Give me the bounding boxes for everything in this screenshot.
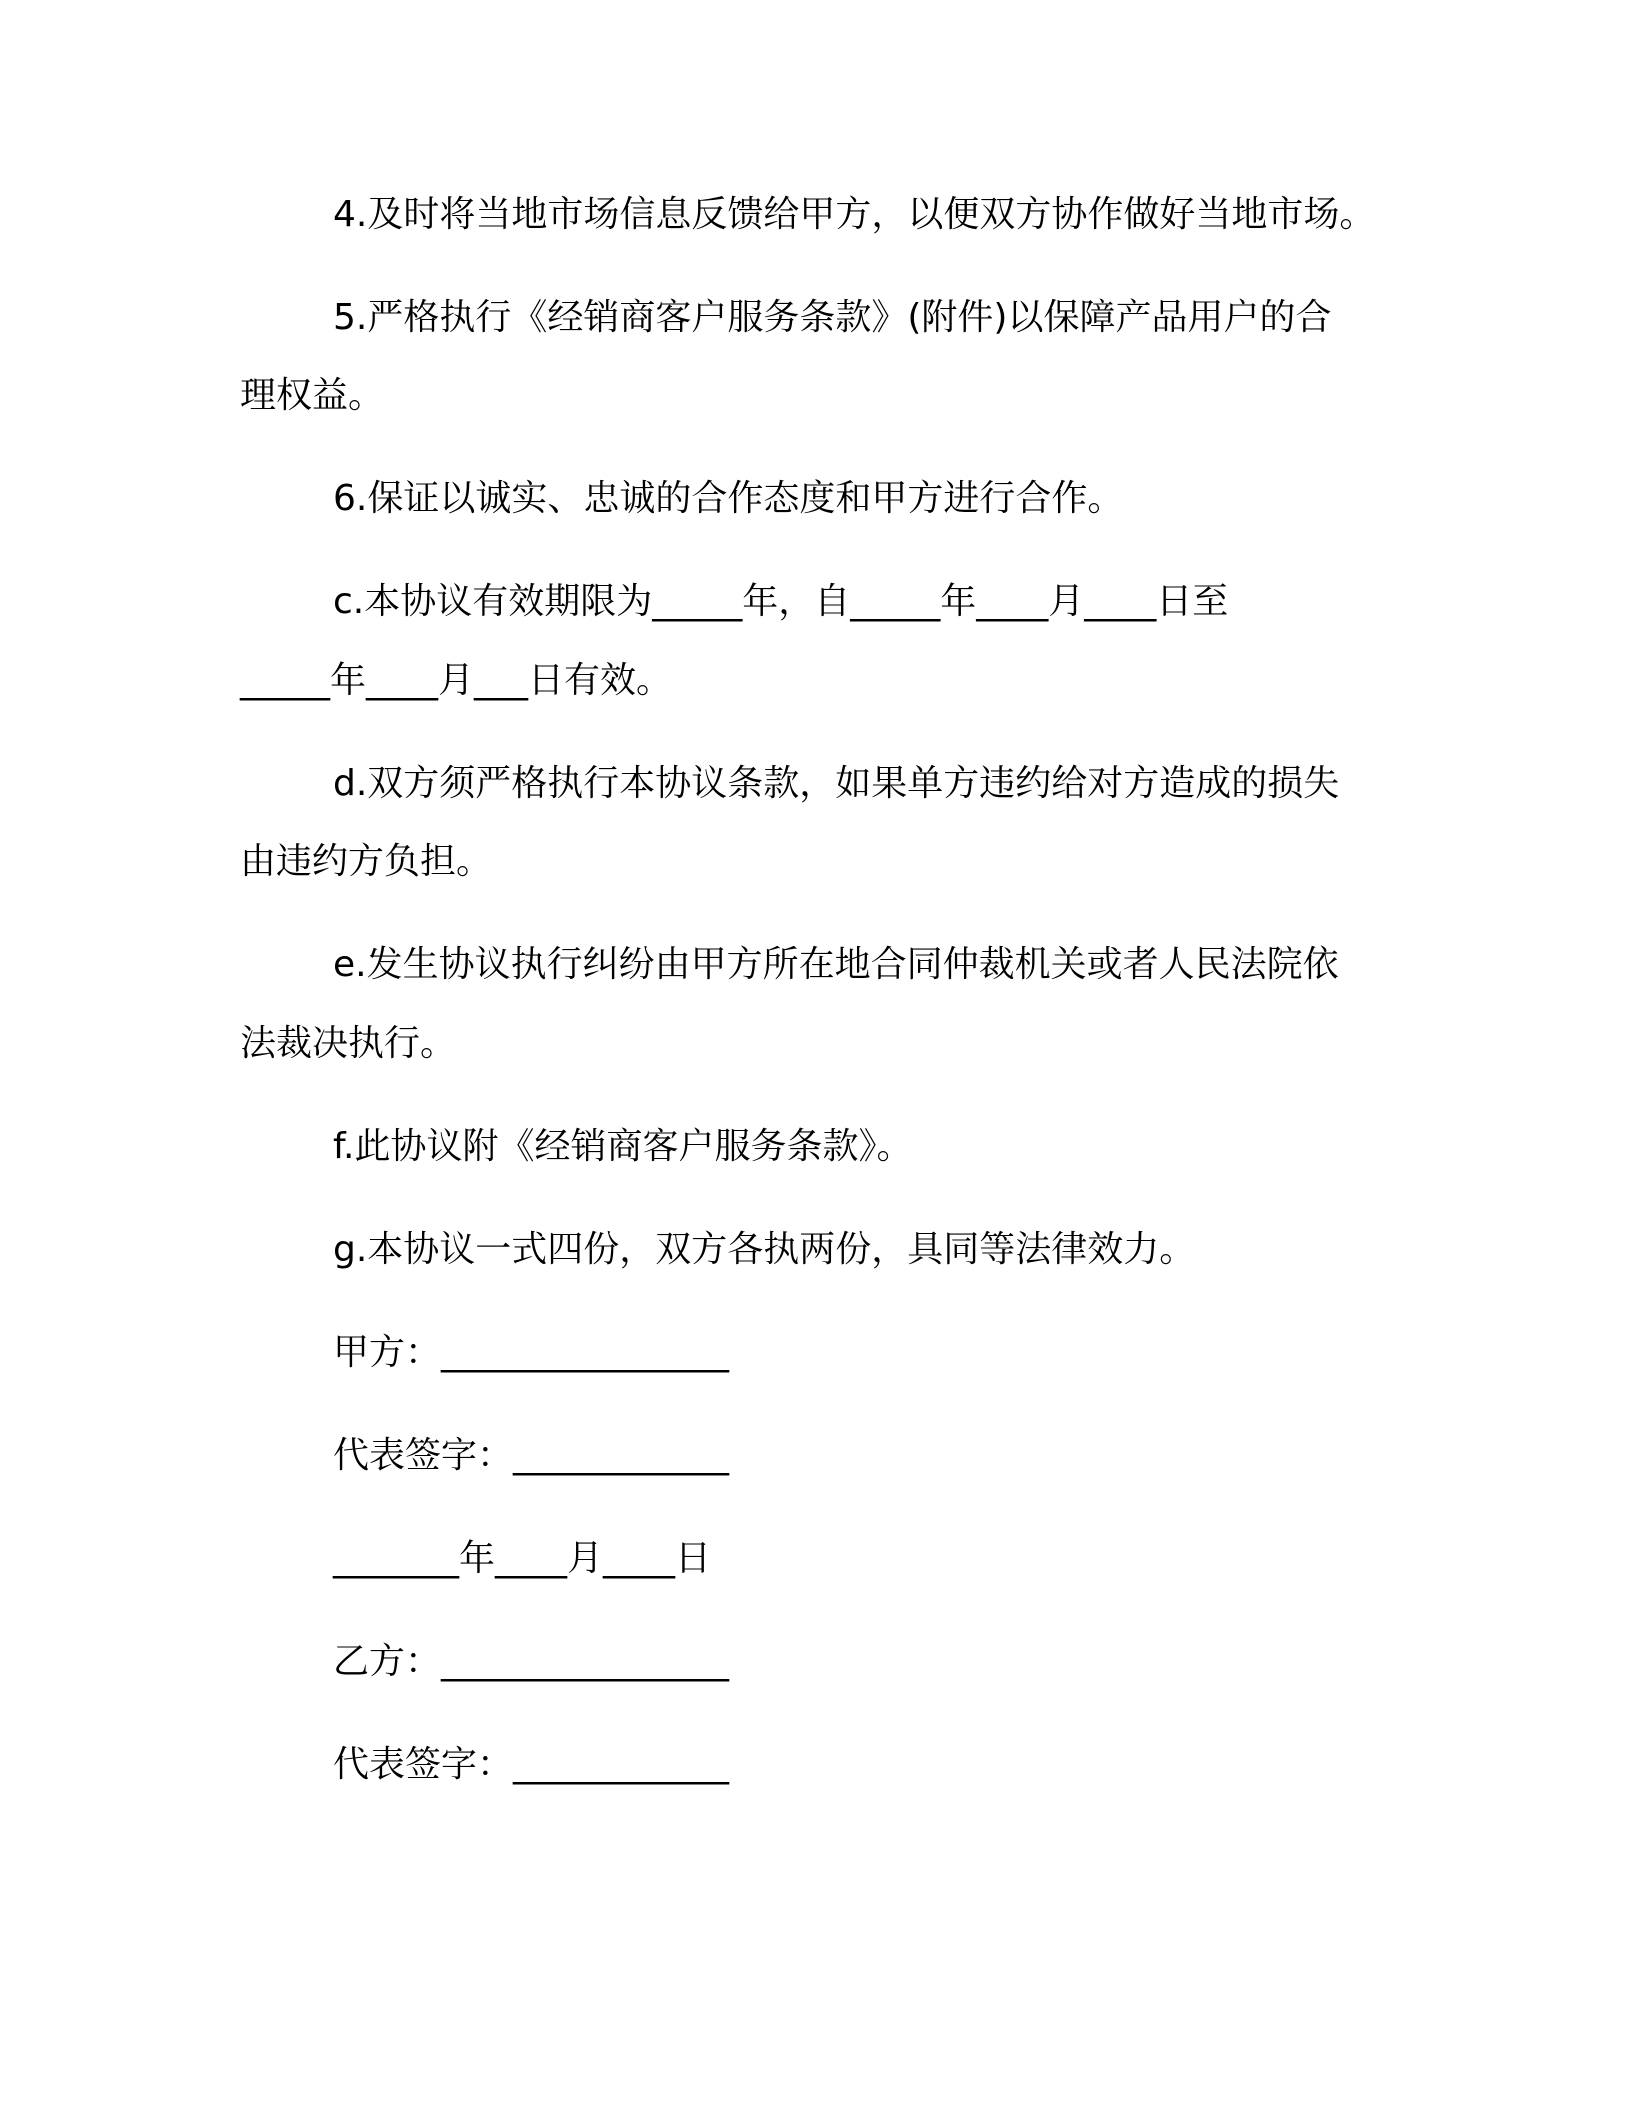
clause-g: g.本协议一式四份，双方各执两份，具同等法律效力。 [333, 1229, 1196, 1270]
clause-5-line-2: 理权益。 [240, 375, 385, 416]
date-field: _______年____月____日 [333, 1538, 711, 1579]
clause-4: 4.及时将当地市场信息反馈给甲方，以便双方协作做好当地市场。 [333, 194, 1376, 235]
party-b-field: 乙方：________________ [333, 1641, 730, 1682]
clause-f: f.此协议附《经销商客户服务条款》。 [333, 1126, 913, 1167]
representative-signature-a: 代表签字：____________ [333, 1435, 730, 1476]
clause-c-line-2: _____年____月___日有效。 [240, 660, 673, 701]
clause-6: 6.保证以诚实、忠诚的合作态度和甲方进行合作。 [333, 478, 1124, 519]
clause-d-line-2: 由违约方负担。 [240, 841, 493, 882]
clause-5-line-1: 5.严格执行《经销商客户服务条款》(附件)以保障产品用户的合 [333, 297, 1332, 338]
clause-e-line-1: e.发生协议执行纠纷由甲方所在地合同仲裁机关或者人民法院依 [333, 944, 1339, 985]
party-a-field: 甲方：________________ [333, 1332, 730, 1373]
clause-c-line-1: c.本协议有效期限为_____年，自_____年____月____日至 [333, 581, 1229, 622]
clause-d-line-1: d.双方须严格执行本协议条款，如果单方违约给对方造成的损失 [333, 763, 1340, 804]
clause-e-line-2: 法裁决执行。 [240, 1023, 457, 1064]
representative-signature-b: 代表签字：____________ [333, 1744, 730, 1785]
